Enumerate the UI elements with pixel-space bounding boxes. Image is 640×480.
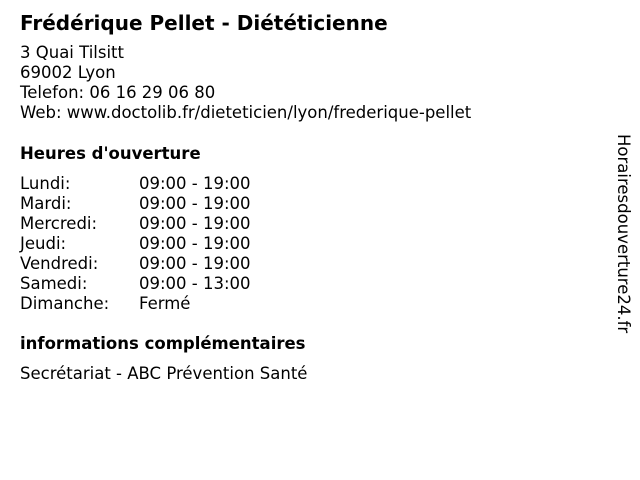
hours-value: 09:00 - 19:00 [139, 194, 251, 213]
hours-row-lundi [20, 174, 340, 194]
day-label: Samedi: [20, 274, 88, 293]
website-link[interactable]: Web: www.doctolib.fr/dieteticien/lyon/frederique-pellet [20, 103, 472, 122]
hours-row-jeudi [20, 234, 340, 254]
site-watermark-text: Horairesdouverture24.fr [614, 134, 633, 334]
page-title: Frédérique Pellet - Diététicienne [20, 11, 388, 35]
hours-row-vendredi [20, 254, 340, 274]
opening-hours-list [20, 174, 340, 314]
additional-info-text: Secrétariat - ABC Prévention Santé [20, 364, 308, 383]
hours-value: 09:00 - 19:00 [139, 214, 251, 233]
day-label: Jeudi: [20, 234, 67, 253]
hours-value: 09:00 - 19:00 [139, 254, 251, 273]
additional-info-heading: informations complémentaires [20, 334, 306, 353]
hours-value: Fermé [139, 294, 191, 313]
hours-row-samedi [20, 274, 340, 294]
hours-heading: Heures d'ouverture [20, 144, 201, 163]
day-label: Mardi: [20, 194, 72, 213]
street-address: 3 Quai Tilsitt [20, 43, 124, 62]
address-block [20, 43, 471, 123]
hours-row-dimanche [20, 294, 340, 314]
day-label: Vendredi: [20, 254, 99, 273]
hours-value: 09:00 - 13:00 [139, 274, 251, 293]
phone-number: Telefon: 06 16 29 06 80 [20, 83, 216, 102]
hours-row-mardi [20, 194, 340, 214]
hours-value: 09:00 - 19:00 [139, 174, 251, 193]
day-label: Dimanche: [20, 294, 110, 313]
site-watermark [612, 134, 634, 374]
hours-value: 09:00 - 19:00 [139, 234, 251, 253]
hours-row-mercredi [20, 214, 340, 234]
city-address: 69002 Lyon [20, 63, 116, 82]
day-label: Lundi: [20, 174, 71, 193]
day-label: Mercredi: [20, 214, 98, 233]
